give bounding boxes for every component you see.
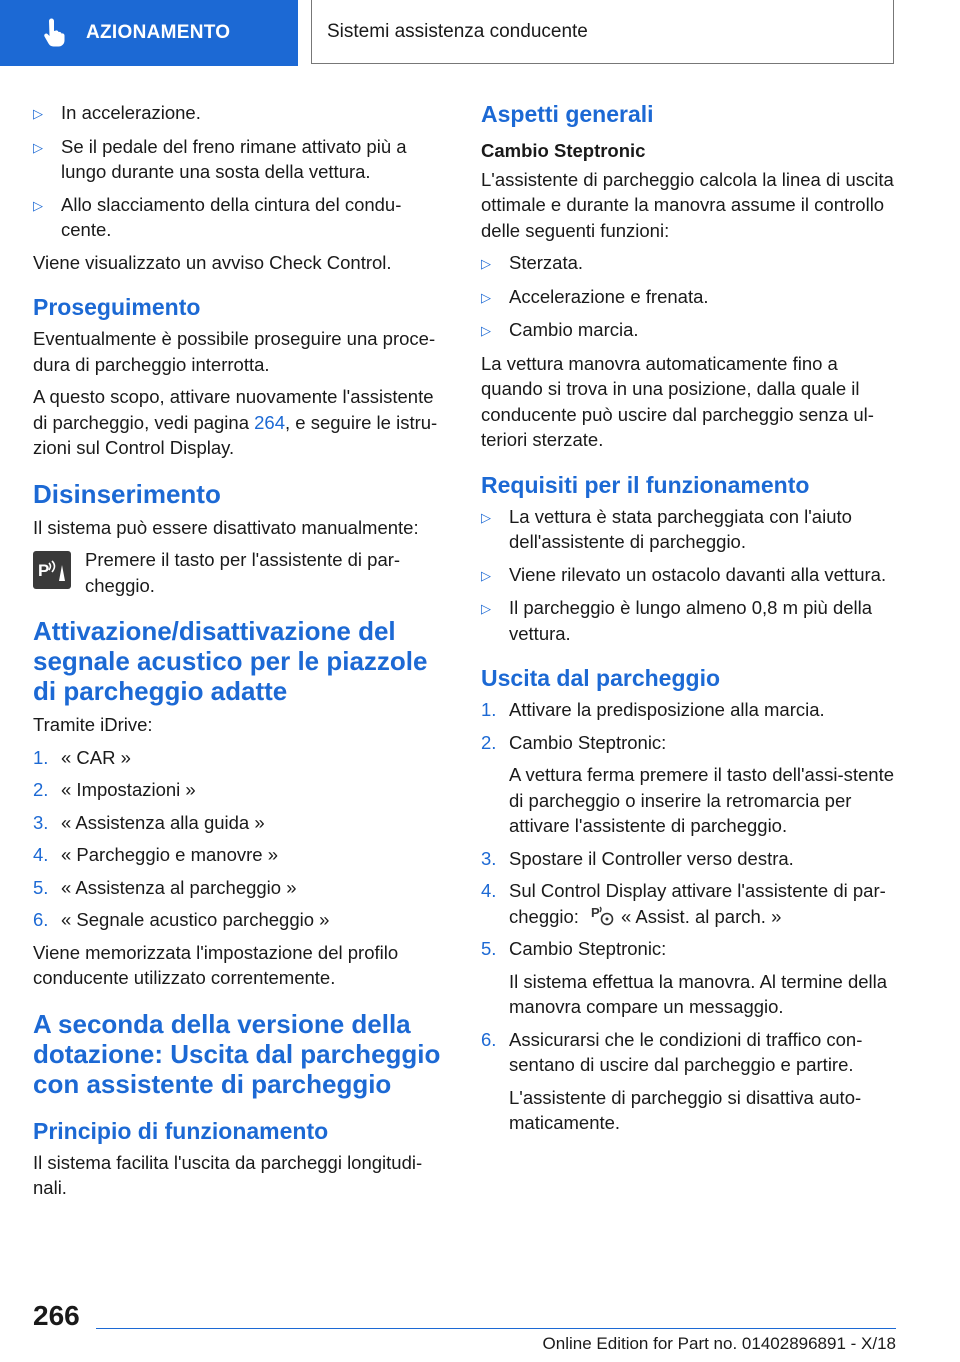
triangle-bullet-icon: ▷ <box>33 106 43 121</box>
list-item: ▷ La vettura è stata parcheggiata con l'aiuto dell'assistente di parcheggio. <box>481 504 895 555</box>
list-item: 4. « Parcheggio e manovre » <box>33 844 278 865</box>
triangle-bullet-icon: ▷ <box>33 197 43 213</box>
left-column <box>33 100 447 1208</box>
paragraph: Il sistema può essere disattivato manualmente: <box>33 516 419 538</box>
list-item: ▷ Accelerazione e frenata. <box>481 284 895 311</box>
paragraph: Viene visualizzato un avviso Check Control. <box>33 251 392 273</box>
svg-text:P: P <box>590 904 600 920</box>
chapter-title: Sistemi assistenza conducente <box>311 0 894 64</box>
paragraph: Il sistema facilita l'uscita da parcheggi longitudi-nali. <box>33 1151 423 1198</box>
paragraph: L'assistente di parcheggio calcola la linea di uscita ottimale e durante la manovra assume il controllo delle seguenti funzioni: <box>481 168 894 241</box>
heading-segnale-acustico: Attivazione/disattivazione del segnale acustico per le piazzole di parcheggio adatte <box>33 616 428 706</box>
footer-divider <box>96 1328 896 1329</box>
heading-aspetti-generali: Aspetti generali <box>481 101 654 127</box>
list-item: ▷ In accelerazione. <box>33 100 447 127</box>
triangle-bullet-icon: ▷ <box>481 323 491 338</box>
paragraph: La vettura manovra automaticamente fino a quando si trova in una posizione, dalla quale il conducente può uscire dal parcheggio senza ul-teriori sterzate. <box>481 352 874 450</box>
footer-edition: Online Edition for Part no. 01402896891 - X/18 <box>542 1334 896 1353</box>
list-item: ▷ Il parcheggio è lungo almeno 0,8 m più della vettura. <box>481 595 895 646</box>
list-item: ▷ Se il pedale del freno rimane attivato più a lungo durante una sosta della vettura. <box>33 134 447 185</box>
key-instruction: P Premere il tasto per l'assistente di par-cheggio. <box>33 547 447 598</box>
list-item: 6. « Segnale acustico parcheggio » <box>33 909 330 930</box>
triangle-bullet-icon: ▷ <box>481 509 491 525</box>
paragraph: Viene memorizzata l'impostazione del profilo conducente utilizzato correntemente. <box>33 941 399 988</box>
paragraph: Eventualmente è possibile proseguire una proce-dura di parcheggio interrotta. <box>33 328 436 375</box>
park-assist-inline-icon <box>591 904 615 926</box>
list-item: 1. Attivare la predisposizione alla marcia. <box>481 699 825 720</box>
page-number: 266 <box>33 1300 80 1331</box>
right-column <box>481 100 895 1143</box>
heading-proseguimento: Proseguimento <box>33 294 201 320</box>
list-item: ▷ Allo slacciamento della cintura del condu-cente. <box>33 192 447 243</box>
list-item: ▷ Sterzata. <box>481 250 895 277</box>
page-link[interactable]: 264 <box>254 411 286 433</box>
list-item: 5. Cambio Steptronic: Il sistema effettua la manovra. Al termine della manovra compare un messaggio. <box>481 938 888 1017</box>
heading-requisiti: Requisiti per il funzionamento <box>481 471 810 498</box>
list-item: 5. « Assistenza al parcheggio » <box>33 876 297 898</box>
heading-uscita-parcheggio: Uscita dal parcheggio <box>481 665 721 691</box>
triangle-bullet-icon: ▷ <box>33 139 43 155</box>
paragraph: A questo scopo, attivare nuovamente l'assistente di parcheggio, vedi pagina 264, e seguire le istru-zioni sul Control Display. <box>33 386 438 458</box>
triangle-bullet-icon: ▷ <box>481 601 491 616</box>
list-item: 2. Cambio Steptronic: A vettura ferma premere il tasto dell'assi-stente di parcheggio o inserire la retromarcia per attivare l'assistente di parcheggio. <box>481 731 895 836</box>
hand-pointer-icon <box>38 18 68 48</box>
park-assist-key-icon <box>33 551 71 589</box>
list-item: 2. « Impostazioni » <box>33 779 196 800</box>
triangle-bullet-icon: ▷ <box>481 289 491 305</box>
list-item: 3. Spostare il Controller verso destra. <box>481 847 794 869</box>
triangle-bullet-icon: ▷ <box>481 567 491 583</box>
list-item: ▷ Cambio marcia. <box>481 317 895 344</box>
subheading-steptronic: Cambio Steptronic <box>481 140 646 161</box>
list-item: 6. Assicurarsi che le condizioni di traffico con-sentano di uscire dal parcheggio e partire. L'assistente di parcheggio si disattiva auto-maticamente. <box>481 1028 863 1133</box>
heading-uscita-assistente: A seconda della versione della dotazione: Uscita dal parcheggio con assistente di parcheggio <box>33 1008 441 1099</box>
paragraph: Tramite iDrive: <box>33 714 153 735</box>
list-item: 3. « Assistenza alla guida » <box>33 811 265 833</box>
heading-principio: Principio di funzionamento <box>33 1117 329 1144</box>
triangle-bullet-icon: ▷ <box>481 256 491 271</box>
section-label: AZIONAMENTO <box>86 22 231 43</box>
list-item: ▷ Viene rilevato un ostacolo davanti alla vettura. <box>481 562 895 589</box>
section-tab <box>0 0 298 66</box>
list-item: 4. Sul Control Display attivare l'assistente di par-cheggio: P « Assist. al parch. » <box>481 880 886 927</box>
list-item: 1. « CAR » <box>33 746 131 768</box>
svg-text:P: P <box>38 561 50 580</box>
heading-disinserimento: Disinserimento <box>33 478 221 509</box>
